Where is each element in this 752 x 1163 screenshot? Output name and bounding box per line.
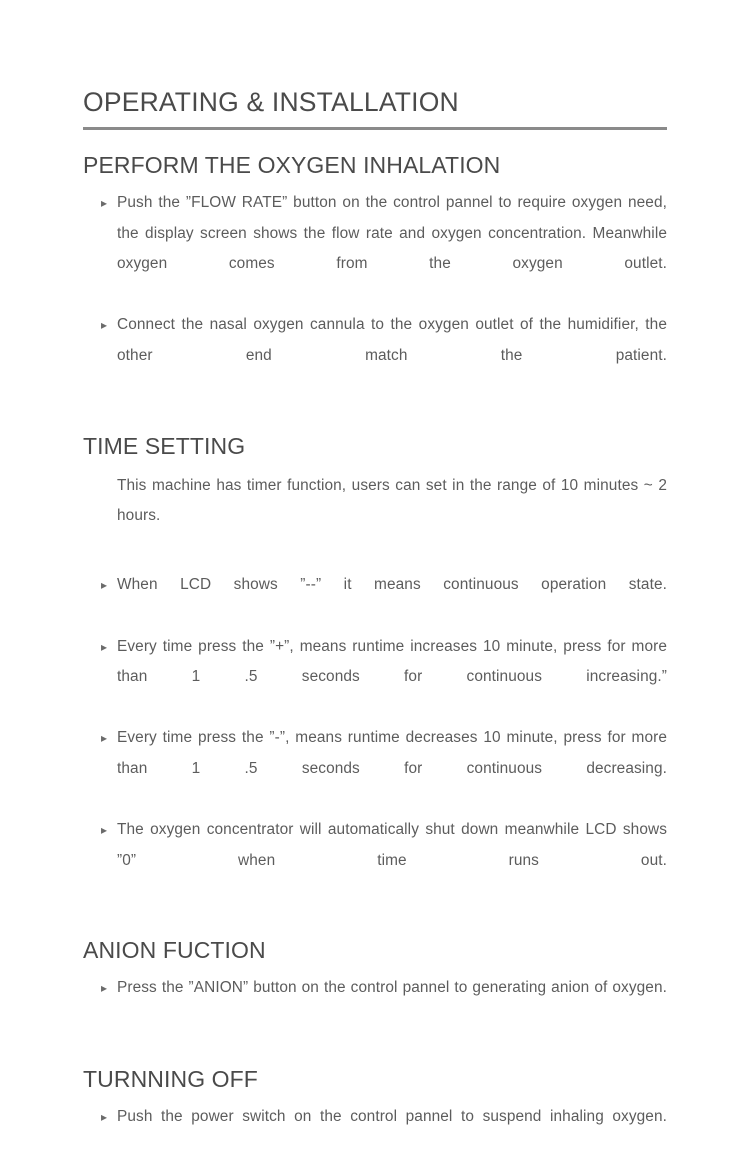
list-item [83,188,667,310]
list-item [83,570,667,631]
section-anion-fuction [83,937,667,1035]
list-item-text: Push the ”FLOW RATE” button on the control pannel to require oxygen need, the display screen shows the flow rate and oxygen concentration. Meanwhile oxygen comes from the oxygen outlet. [117,194,667,273]
bullet-list [83,570,667,907]
section-heading: PERFORM THE OXYGEN INHALATION [83,151,501,178]
list-item [83,310,667,402]
triangle-bullet-icon: ▸ [101,578,108,593]
list-item-text: The oxygen concentrator will automatically shut down meanwhile LCD shows ”0” when time runs out. [117,821,667,869]
list-item [83,1102,667,1163]
section-time-setting [83,433,667,907]
triangle-bullet-icon: ▸ [101,639,108,654]
section-turnning-off [83,1066,667,1163]
section-perform-the-oxygen-inhalation [83,152,667,403]
list-item-text: Push the power switch on the control pannel to suspend inhaling oxygen. [117,1108,667,1126]
section-heading: ANION FUCTION [83,937,266,964]
bullet-list [83,973,667,1034]
section-paragraph: This machine has timer function, users can set in the range of 10 minutes ~ 2 hours. [117,476,667,525]
list-item-text: When LCD shows ”--” it means continuous operation state. [117,576,667,594]
bullet-list [83,188,667,402]
triangle-bullet-icon: ▸ [101,318,108,333]
list-item-text: Every time press the ”+”, means runtime increases 10 minute, press for more than 1 .5 seconds for continuous increasing.” [117,637,667,686]
list-item [83,973,667,1034]
triangle-bullet-icon: ▸ [101,981,108,996]
triangle-bullet-icon: ▸ [101,1110,108,1125]
bullet-list [83,1102,667,1163]
list-item [83,815,667,907]
list-item [83,723,667,815]
title-underline-rule [83,127,667,130]
list-item-text: Press the ”ANION” button on the control pannel to generating anion of oxygen. [117,979,667,997]
list-item-text: Connect the nasal oxygen cannula to the oxygen outlet of the humidifier, the other end match the patient. [117,316,667,365]
page-title: OPERATING & INSTALLATION [83,87,459,117]
triangle-bullet-icon: ▸ [101,731,108,746]
section-heading: TIME SETTING [83,433,246,460]
list-item-text: Every time press the ”-”, means runtime decreases 10 minute, press for more than 1 .5 seconds for continuous decreasing. [117,729,667,778]
section-heading: TURNNING OFF [83,1065,258,1092]
list-item [83,632,667,724]
triangle-bullet-icon: ▸ [101,823,108,838]
triangle-bullet-icon: ▸ [101,196,108,211]
